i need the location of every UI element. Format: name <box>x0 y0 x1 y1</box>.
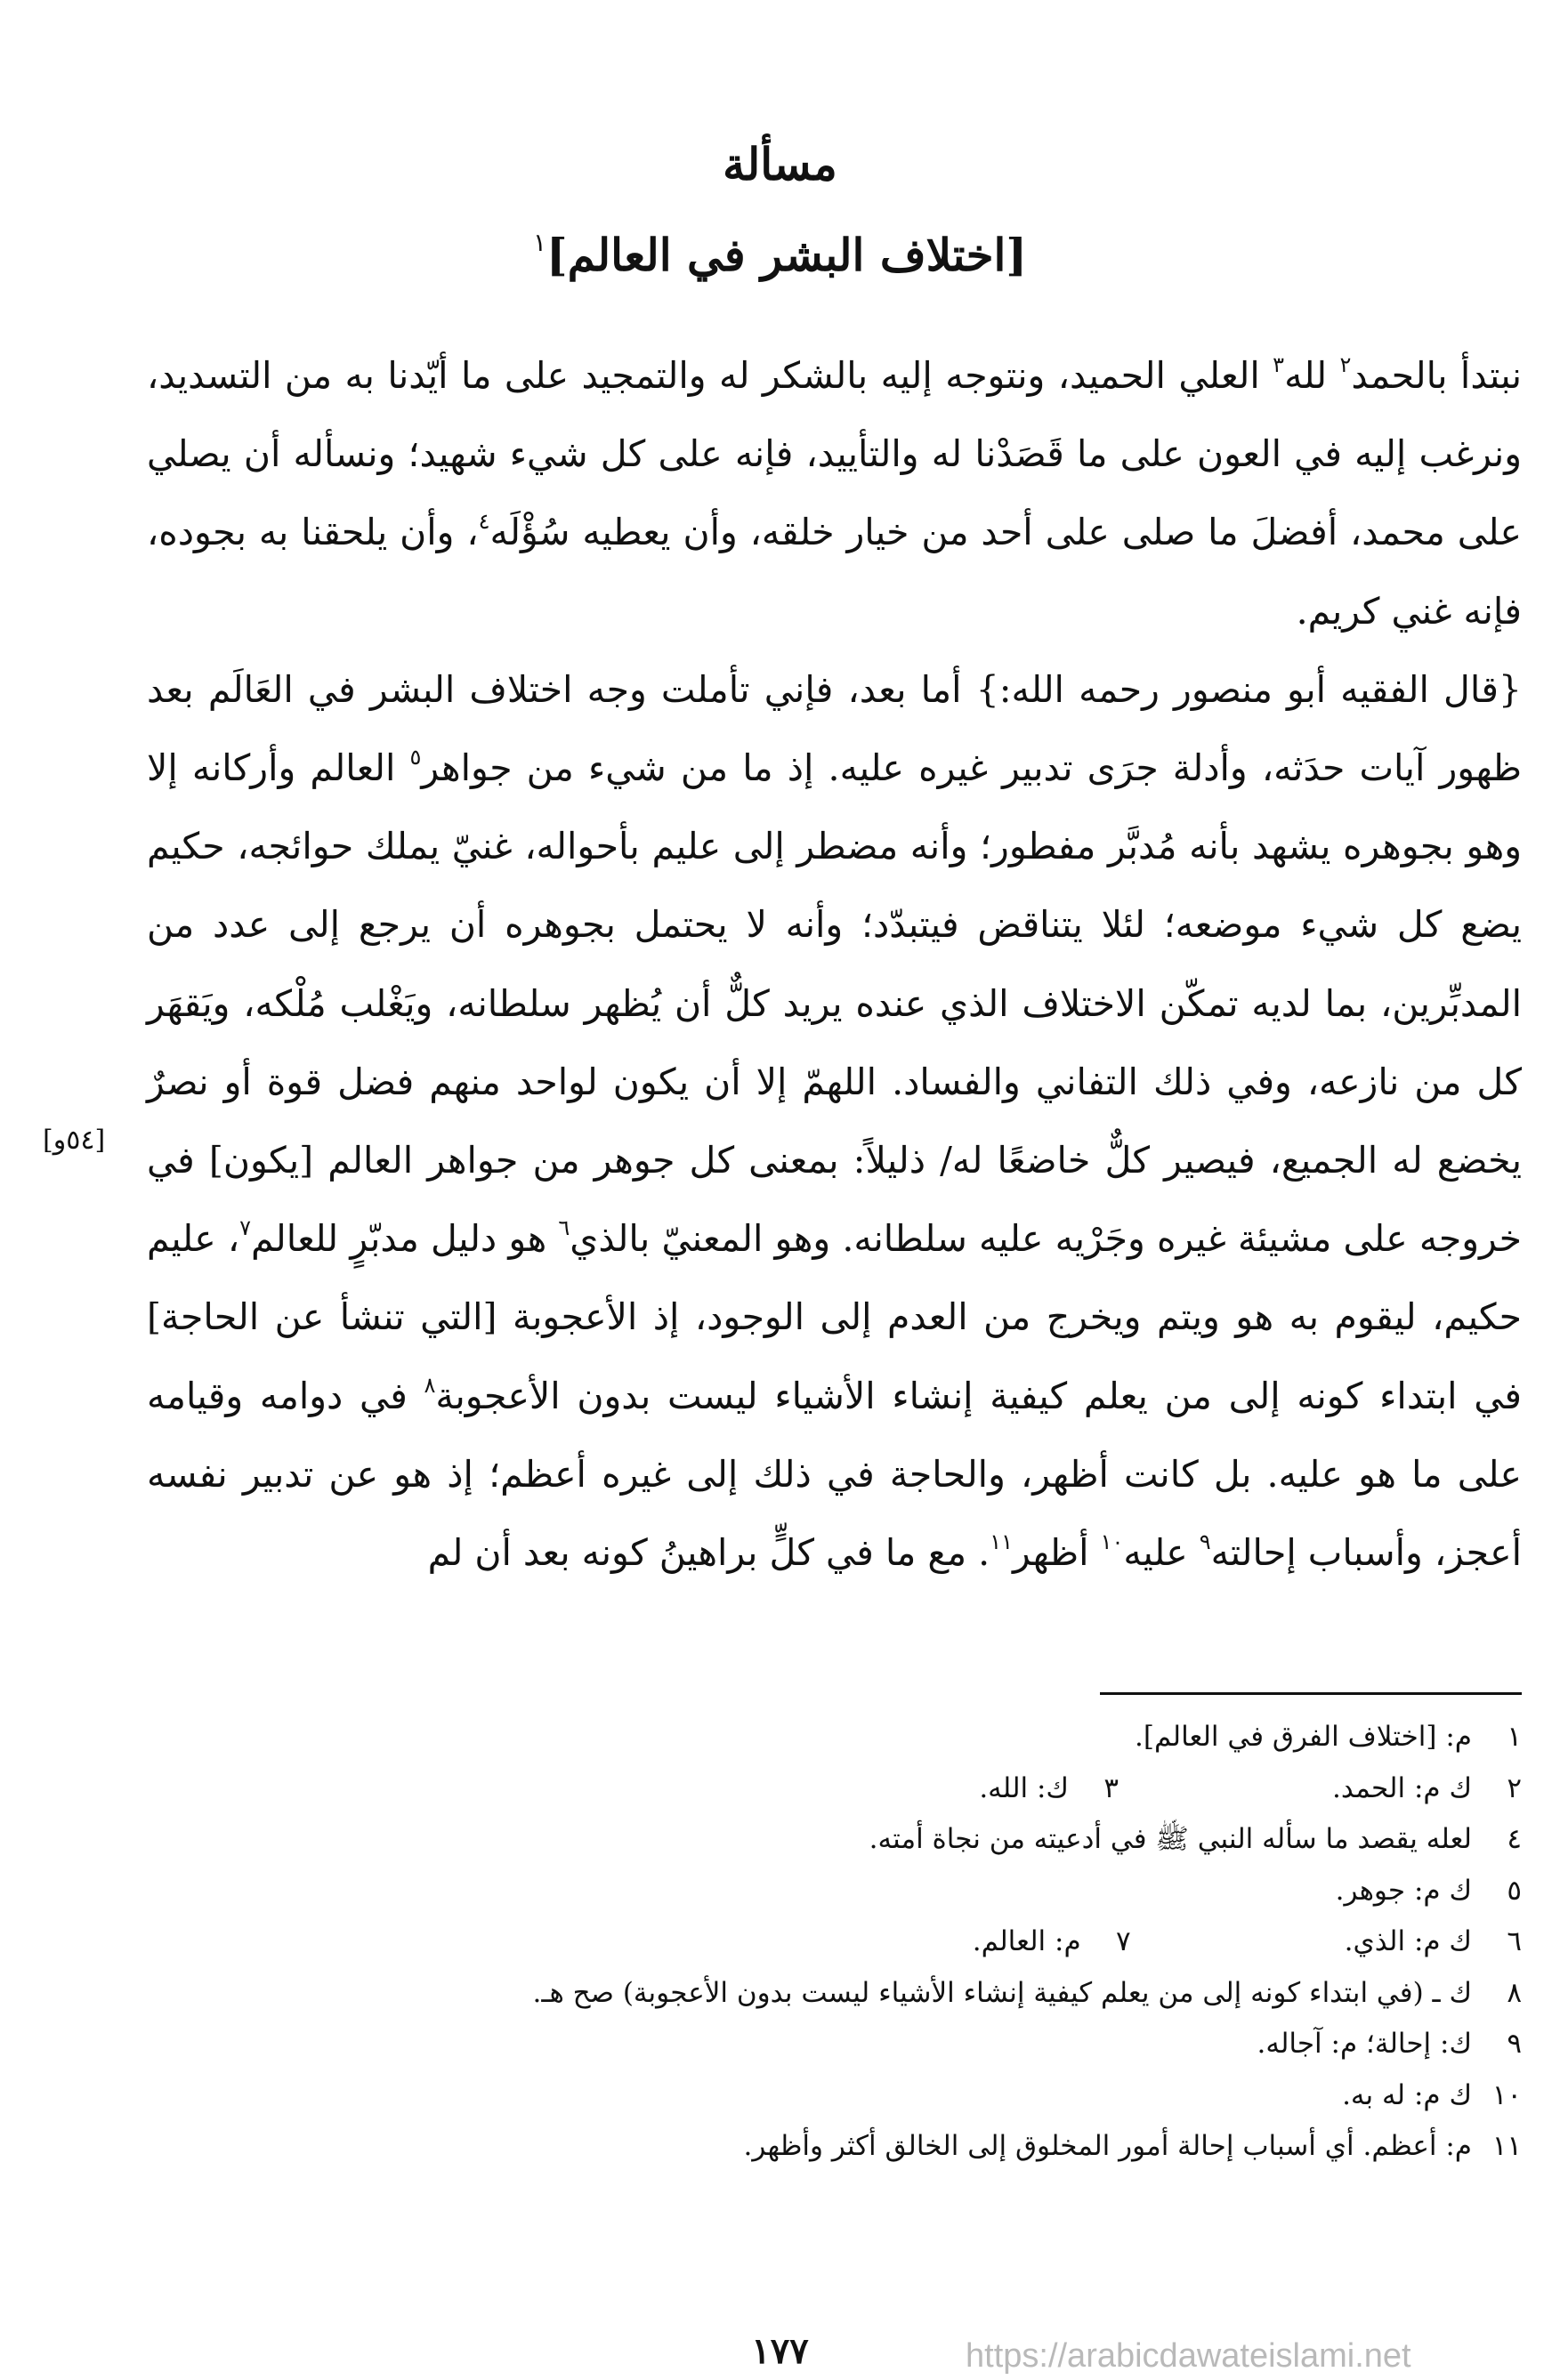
footnote-marker: ٣ <box>1273 352 1285 377</box>
footnote-item-inline <box>973 1916 1131 1968</box>
text-run: . مع ما في كلٍّ براهينُ كونه بعد أن لم <box>427 1531 990 1575</box>
footnote-number: ٣ <box>1103 1771 1119 1804</box>
footnote-text: ك م: له به. <box>1342 2078 1472 2111</box>
chapter-title: مسألة <box>723 138 837 190</box>
text-run: العلي الحميد، ونتوجه إليه بالشكر له والتمجيد على ما أيّدنا به من التسديد، ونرغب إليه في العون على ما قَصَدْنا له والتأييد، فإنه على كل شيء شهيد؛ ونسأله أن يصلي على محمد، أفضلَ ما صلى على أحد من خيار خلقه، وأن يعطيه سُؤْلَه <box>147 354 1522 554</box>
footnote-item <box>267 1712 1522 1763</box>
text-run: عليه <box>1123 1531 1200 1575</box>
footnote-number: ٢ <box>1507 1771 1522 1804</box>
footnote-marker: ٧ <box>239 1215 252 1241</box>
page-number: ١٧٧ <box>751 2330 809 2372</box>
footnote-number: ٧ <box>1115 1925 1131 1957</box>
footnote-item <box>267 1866 1522 1917</box>
text-run: هو دليل مدبّرٍ للعالم <box>251 1217 559 1261</box>
footnote-text: م: العالم. <box>972 1925 1081 1957</box>
footnote-item <box>267 1968 1522 2020</box>
footnote-text: ك م: الحمد. <box>1331 1771 1472 1804</box>
text-run: في دوامه وقيامه على ما هو عليه. بل كانت أظهر، والحاجة في ذلك إلى غيره أعظم؛ إذ هو عن تدبير نفسه أعجز، وأسباب إحالته <box>147 1374 1522 1575</box>
footnote-text: م: أعظم. أي أسباب إحالة أمور المخلوق إلى الخالق أكثر وأظهر. <box>743 2130 1472 2162</box>
footnote-marker: ٢ <box>1339 352 1352 377</box>
footnote-number: ٤ <box>1507 1823 1522 1855</box>
watermark-url: https://arabicdawateislami.net <box>966 2337 1411 2375</box>
text-run: أظهر <box>1012 1531 1101 1575</box>
footnote-text: ك ـ (في ابتداء كونه إلى من يعلم كيفية إنشاء الأشياء ليست بدون الأعجوبة) صح هـ. <box>532 1976 1472 2009</box>
main-text <box>147 336 1522 1592</box>
footnote-marker: ٥ <box>409 745 422 770</box>
footnote-marker: ١ <box>532 228 546 257</box>
text-run: العالم وأركانه إلا وهو بجوهره يشهد بأنه مُدبَّر مفطور؛ وأنه مضطر إلى عليم بأحواله، غنيّ يملك حوائجه، حكيم يضع كل شيء موضعه؛ لئلا يتناقض فيتبدّد؛ وأنه لا يحتمل بجوهره أن يرجع إلى عدد من المدبِّرين، بما لديه تمكّن الاختلاف الذي عنده يريد كلٌّ أن يُظهر سلطانه، ويَغْلب مُلْكه، ويَقهَر كل من نازعه، وفي ذلك التفاني والفساد. اللهمّ إلا أن يكون لواحد منهم فضل قوة أو نصرٌ يخضع له الجميع، فيصير كلٌّ خاضعًا له/ ذليلاً: بمعنى كل جوهر من جواهر العالم [يكون] في خروجه على مشيئة غيره وجَرْيه عليه سلطانه. وهو المعنيّ بالذي <box>147 746 1522 1261</box>
footnote-marker: ١٠ <box>1100 1529 1124 1555</box>
footnote-text: ك: الله. <box>979 1771 1069 1804</box>
chapter-subtitle <box>0 212 1560 286</box>
footnote-text: ك: إحالة؛ م: آجاله. <box>1257 2028 1472 2060</box>
footnote-marker: ٨ <box>424 1372 436 1398</box>
text-run: نبتدأ بالحمد <box>1351 354 1522 397</box>
footnote-marker: ١١ <box>990 1529 1013 1555</box>
footnote-item <box>267 2121 1522 2173</box>
text-run: لله <box>1284 354 1340 397</box>
paragraph-opening <box>147 336 1522 650</box>
footnotes <box>267 1712 1522 2173</box>
footnote-marker: ٤ <box>478 509 490 535</box>
text-run: ، وأن يلحقنا به بجوده، فإنه غني كريم. <box>147 511 1522 633</box>
footnote-text: ك م: جوهر. <box>1335 1874 1472 1907</box>
footnote-marker: ٦ <box>558 1215 570 1241</box>
footnote-number: ٦ <box>1507 1925 1522 1957</box>
subtitle-text: [اختلاف البشر في العالم] <box>546 229 1028 281</box>
footnote-number: ١١ <box>1491 2130 1522 2162</box>
footnote-number: ٨ <box>1507 1976 1522 2009</box>
text-run: {قال الفقيه أبو منصور رحمه الله:} أما بعد، فإني تأملت وجه اختلاف البشر في العَالَم بعد ظهور آيات حدَثه، وأدلة جرَى تدبير غيره عليه. إذ ما من شيء من جواهر <box>147 667 1523 790</box>
footnote-marker: ٩ <box>1199 1529 1211 1555</box>
footnote-number: ٩ <box>1507 2028 1522 2060</box>
footnote-number: ٥ <box>1507 1874 1522 1907</box>
manuscript-folio-note: [٥٤و] <box>43 1125 106 1156</box>
footnote-text: لعله يقصد ما سأله النبي ﷺ في أدعيته من نجاة أمته. <box>869 1823 1472 1855</box>
footnote-divider <box>1100 1692 1522 1695</box>
footnote-number: ١٠ <box>1491 2078 1522 2111</box>
text-run: ، عليم حكيم، ليقوم به هو ويتم ويخرج من العدم إلى الوجود، إذ الأعجوبة [التي تنشأ عن الحاجة] في ابتداء كونه إلى من يعلم كيفية إنشاء الأشياء ليست بدون الأعجوبة <box>147 1217 1522 1417</box>
footnote-item-inline <box>979 1763 1119 1815</box>
footnote-item <box>267 1814 1522 1866</box>
footnote-item <box>267 1916 1522 1968</box>
footnote-item <box>267 2019 1522 2070</box>
paragraph-main <box>147 650 1522 1592</box>
footnote-text: ك م: الذي. <box>1344 1925 1472 1957</box>
footnote-item <box>267 1763 1522 1815</box>
footnote-number: ١ <box>1507 1721 1522 1753</box>
footnote-text: م: [اختلاف الفرق في العالم]. <box>1135 1721 1472 1753</box>
footnote-item <box>267 2070 1522 2122</box>
